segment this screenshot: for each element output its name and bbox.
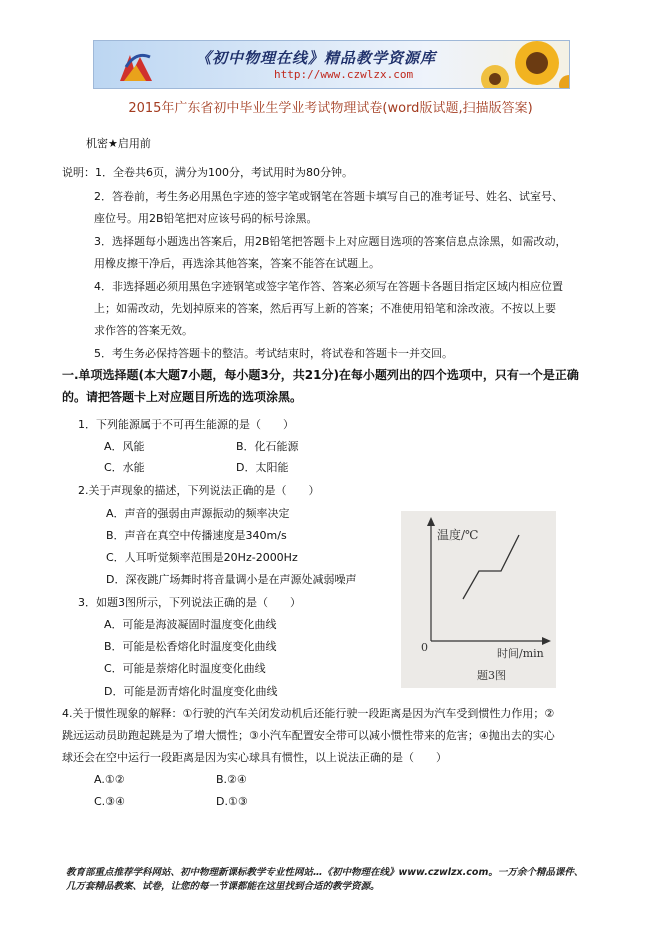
q3-option-d: D．可能是沥青熔化时温度变化曲线 xyxy=(104,685,278,698)
q4-option-a: A.①② xyxy=(94,773,125,786)
figure-3-graph xyxy=(401,511,556,688)
instruction-line: 3．选择题每小题选出答案后，用2B铅笔把答题卡上对应题目选项的答案信息点涂黑，如需改动， xyxy=(94,235,567,248)
question-2-stem: 2.关于声现象的描述，下列说法正确的是（ ） xyxy=(78,484,320,497)
q1-option-c: C．水能 xyxy=(104,461,145,474)
site-banner xyxy=(93,40,570,89)
instruction-line: 2．答卷前，考生务必用黑色字迹的签字笔或钢笔在答题卡填写自己的准考证号、姓名、试室号、 xyxy=(94,190,563,203)
temperature-curve xyxy=(463,535,519,599)
q2-option-c: C．人耳听觉频率范围是20Hz-2000Hz xyxy=(106,551,298,564)
instruction-line: 说明：1．全卷共6页，满分为100分，考试用时为80分钟。 xyxy=(62,166,353,179)
document-title: 2015年广东省初中毕业生学业考试物理试卷(word版试题,扫描版答案) xyxy=(128,101,533,116)
instruction-line: 用橡皮擦干净后，再选涂其他答案，答案不能答在试题上。 xyxy=(94,257,380,270)
q1-option-d: D．太阳能 xyxy=(236,461,289,474)
site-logo-icon xyxy=(116,47,156,83)
q3-option-b: B．可能是松香熔化时温度变化曲线 xyxy=(104,640,277,653)
q3-option-a: A．可能是海波凝固时温度变化曲线 xyxy=(104,618,277,631)
instruction-line: 4．非选择题必须用黑色字迹钢笔或签字笔作答、答案必须写在答题卡各题目指定区域内相应位置 xyxy=(94,280,563,293)
banner-url[interactable]: http://www.czwlzx.com xyxy=(274,68,414,81)
banner-title: 《初中物理在线》精品教学资源库 xyxy=(196,49,437,67)
q3-option-c: C．可能是萘熔化时温度变化曲线 xyxy=(104,662,266,675)
q1-option-a: A．风能 xyxy=(104,440,145,453)
question-3-stem: 3．如题3图所示，下列说法正确的是（ ） xyxy=(78,596,301,609)
footer-line: 教育部重点推荐学科网站、初中物理新课标教学专业性网站…《初中物理在线》www.czwlzx.com。一万余个精品课件、 xyxy=(66,867,584,878)
question-4-stem: 4.关于惯性现象的解释：①行驶的汽车关闭发动机后还能行驶一段距离是因为汽车受到惯性力作用；② xyxy=(62,707,555,720)
section-heading: 的。请把答题卡上对应题目所选的选项涂黑。 xyxy=(62,390,303,404)
question-4-stem: 球还会在空中运行一段距离是因为实心球具有惯性，以上说法正确的是（ ） xyxy=(62,751,447,764)
y-axis-arrow xyxy=(427,517,435,526)
instruction-line: 上；如需改动，先划掉原来的答案，然后再写上新的答案；不准使用铅笔和涂改液。不按以上要 xyxy=(94,302,556,315)
confidential-label: 机密★启用前 xyxy=(86,137,151,150)
instruction-line: 求作答的答案无效。 xyxy=(94,324,193,337)
q4-option-d: D.①③ xyxy=(216,795,248,808)
sunflower-icon xyxy=(465,40,570,89)
section-heading: 一.单项选择题(本大题7小题，每小题3分，共21分)在每小题列出的四个选项中，只有一个是正确 xyxy=(62,368,579,382)
x-axis-label: 时间/min xyxy=(497,647,544,660)
q2-option-a: A．声音的强弱由声源振动的频率决定 xyxy=(106,507,290,520)
q1-option-b: B．化石能源 xyxy=(236,440,299,453)
footer-line: 几万套精品教案、试卷，让您的每一节课都能在这里找到合适的教学资源。 xyxy=(66,881,380,892)
page-footer xyxy=(66,866,626,894)
figure-caption: 题3图 xyxy=(477,669,506,682)
q4-option-c: C.③④ xyxy=(94,795,125,808)
q2-option-b: B．声音在真空中传播速度是340m/s xyxy=(106,529,287,542)
instruction-line: 5．考生务必保持答题卡的整洁。考试结束时，将试卷和答题卡一并交回。 xyxy=(94,347,453,360)
y-axis-label: 温度/℃ xyxy=(437,528,479,542)
q2-option-d: D．深夜跳广场舞时将音量调小是在声源处减弱噪声 xyxy=(106,573,357,586)
q4-option-b: B.②④ xyxy=(216,773,247,786)
origin-label: 0 xyxy=(421,641,428,654)
question-4-stem: 跳远运动员助跑起跳是为了增大惯性；③小汽车配置安全带可以减小惯性带来的危害；④抛出去的实心 xyxy=(62,729,555,742)
instruction-line: 座位号。用2B铅笔把对应该号码的标号涂黑。 xyxy=(94,212,318,225)
x-axis-arrow xyxy=(542,637,551,645)
question-1-stem: 1．下列能源属于不可再生能源的是（ ） xyxy=(78,418,294,431)
